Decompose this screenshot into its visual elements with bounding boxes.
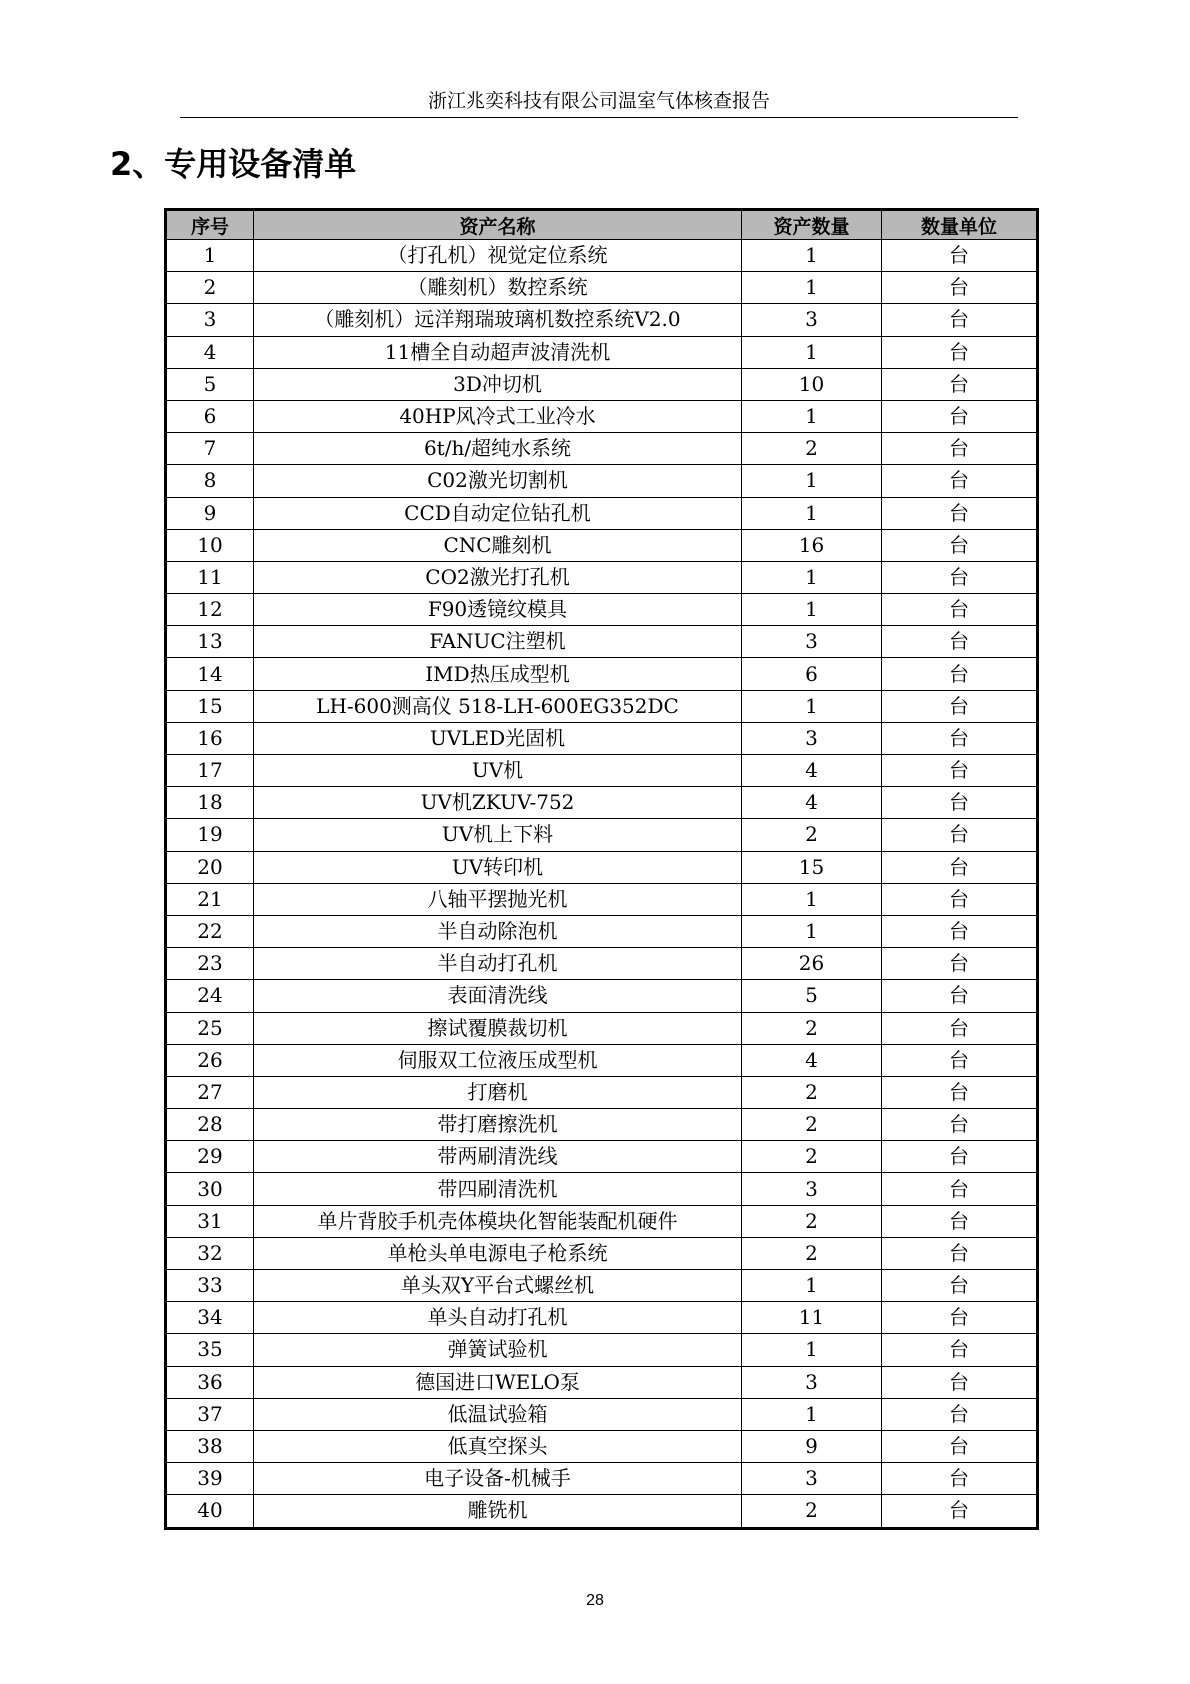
cell-quantity: 3 xyxy=(742,1173,882,1205)
cell-unit: 台 xyxy=(882,626,1038,658)
table-row xyxy=(166,465,1038,497)
table-row xyxy=(166,1495,1038,1528)
cell-unit: 台 xyxy=(882,465,1038,497)
cell-quantity: 1 xyxy=(742,400,882,432)
cell-quantity: 10 xyxy=(742,368,882,400)
cell-unit: 台 xyxy=(882,272,1038,304)
cell-quantity: 1 xyxy=(742,594,882,626)
table-row xyxy=(166,722,1038,754)
cell-index: 6 xyxy=(166,400,254,432)
cell-quantity: 1 xyxy=(742,240,882,272)
cell-index: 37 xyxy=(166,1398,254,1430)
cell-quantity: 2 xyxy=(742,1205,882,1237)
cell-unit: 台 xyxy=(882,1141,1038,1173)
cell-index: 8 xyxy=(166,465,254,497)
table-row xyxy=(166,594,1038,626)
cell-unit: 台 xyxy=(882,851,1038,883)
table-row xyxy=(166,1012,1038,1044)
cell-index: 7 xyxy=(166,433,254,465)
cell-quantity: 2 xyxy=(742,1012,882,1044)
cell-unit: 台 xyxy=(882,1366,1038,1398)
header-divider xyxy=(180,117,1018,118)
cell-unit: 台 xyxy=(882,1430,1038,1462)
cell-quantity: 1 xyxy=(742,336,882,368)
cell-asset-name: IMD热压成型机 xyxy=(254,658,742,690)
cell-asset-name: 低温试验箱 xyxy=(254,1398,742,1430)
cell-quantity: 1 xyxy=(742,1270,882,1302)
cell-index: 32 xyxy=(166,1237,254,1269)
table-row xyxy=(166,1044,1038,1076)
table-row xyxy=(166,1141,1038,1173)
cell-index: 17 xyxy=(166,755,254,787)
cell-unit: 台 xyxy=(882,529,1038,561)
cell-index: 38 xyxy=(166,1430,254,1462)
cell-index: 39 xyxy=(166,1463,254,1495)
column-header-asset-name: 资产名称 xyxy=(254,210,742,240)
table-row xyxy=(166,626,1038,658)
cell-index: 25 xyxy=(166,1012,254,1044)
cell-asset-name: （雕刻机）数控系统 xyxy=(254,272,742,304)
cell-unit: 台 xyxy=(882,1012,1038,1044)
cell-unit: 台 xyxy=(882,240,1038,272)
table-row xyxy=(166,1076,1038,1108)
cell-asset-name: 表面清洗线 xyxy=(254,980,742,1012)
cell-asset-name: 带打磨擦洗机 xyxy=(254,1109,742,1141)
table-row xyxy=(166,561,1038,593)
cell-index: 9 xyxy=(166,497,254,529)
cell-quantity: 1 xyxy=(742,690,882,722)
cell-asset-name: 单片背胶手机壳体模块化智能装配机硬件 xyxy=(254,1205,742,1237)
cell-quantity: 1 xyxy=(742,1398,882,1430)
cell-quantity: 2 xyxy=(742,1076,882,1108)
cell-unit: 台 xyxy=(882,368,1038,400)
cell-asset-name: CNC雕刻机 xyxy=(254,529,742,561)
cell-asset-name: C02激光切割机 xyxy=(254,465,742,497)
cell-index: 31 xyxy=(166,1205,254,1237)
cell-quantity: 3 xyxy=(742,1366,882,1398)
cell-asset-name: CO2激光打孔机 xyxy=(254,561,742,593)
cell-index: 11 xyxy=(166,561,254,593)
column-header-unit: 数量单位 xyxy=(882,210,1038,240)
table-row xyxy=(166,819,1038,851)
cell-unit: 台 xyxy=(882,787,1038,819)
table-row xyxy=(166,240,1038,272)
cell-index: 27 xyxy=(166,1076,254,1108)
cell-asset-name: 11槽全自动超声波清洗机 xyxy=(254,336,742,368)
cell-index: 30 xyxy=(166,1173,254,1205)
cell-asset-name: 6t/h/超纯水系统 xyxy=(254,433,742,465)
cell-asset-name: LH-600测高仪 518-LH-600EG352DC xyxy=(254,690,742,722)
table-row xyxy=(166,1173,1038,1205)
table-row xyxy=(166,497,1038,529)
cell-index: 40 xyxy=(166,1495,254,1528)
cell-quantity: 2 xyxy=(742,1141,882,1173)
cell-index: 3 xyxy=(166,304,254,336)
table-row xyxy=(166,1334,1038,1366)
table-row xyxy=(166,433,1038,465)
cell-index: 29 xyxy=(166,1141,254,1173)
cell-quantity: 1 xyxy=(742,883,882,915)
cell-unit: 台 xyxy=(882,336,1038,368)
table-row xyxy=(166,529,1038,561)
cell-quantity: 1 xyxy=(742,1334,882,1366)
cell-asset-name: CCD自动定位钻孔机 xyxy=(254,497,742,529)
cell-unit: 台 xyxy=(882,1044,1038,1076)
cell-unit: 台 xyxy=(882,1205,1038,1237)
table-row xyxy=(166,980,1038,1012)
cell-asset-name: 德国进口WELO泵 xyxy=(254,1366,742,1398)
cell-index: 13 xyxy=(166,626,254,658)
cell-unit: 台 xyxy=(882,594,1038,626)
cell-index: 5 xyxy=(166,368,254,400)
cell-unit: 台 xyxy=(882,1398,1038,1430)
equipment-table xyxy=(164,208,1039,1530)
cell-unit: 台 xyxy=(882,1495,1038,1528)
cell-quantity: 2 xyxy=(742,819,882,851)
cell-unit: 台 xyxy=(882,1463,1038,1495)
cell-index: 26 xyxy=(166,1044,254,1076)
cell-unit: 台 xyxy=(882,658,1038,690)
cell-unit: 台 xyxy=(882,1173,1038,1205)
cell-asset-name: 伺服双工位液压成型机 xyxy=(254,1044,742,1076)
cell-quantity: 16 xyxy=(742,529,882,561)
cell-asset-name: （雕刻机）远洋翔瑞玻璃机数控系统V2.0 xyxy=(254,304,742,336)
table-row xyxy=(166,1366,1038,1398)
cell-quantity: 4 xyxy=(742,1044,882,1076)
table-header-row xyxy=(166,210,1038,240)
cell-quantity: 3 xyxy=(742,1463,882,1495)
cell-unit: 台 xyxy=(882,690,1038,722)
cell-quantity: 9 xyxy=(742,1430,882,1462)
cell-index: 10 xyxy=(166,529,254,561)
cell-unit: 台 xyxy=(882,722,1038,754)
cell-index: 14 xyxy=(166,658,254,690)
cell-asset-name: 电子设备-机械手 xyxy=(254,1463,742,1495)
cell-index: 15 xyxy=(166,690,254,722)
cell-asset-name: 擦试覆膜裁切机 xyxy=(254,1012,742,1044)
table-row xyxy=(166,851,1038,883)
cell-unit: 台 xyxy=(882,1237,1038,1269)
cell-asset-name: FANUC注塑机 xyxy=(254,626,742,658)
cell-asset-name: 打磨机 xyxy=(254,1076,742,1108)
page-number: 28 xyxy=(586,1592,604,1609)
cell-index: 19 xyxy=(166,819,254,851)
cell-quantity: 4 xyxy=(742,787,882,819)
cell-index: 4 xyxy=(166,336,254,368)
cell-asset-name: UV机 xyxy=(254,755,742,787)
column-header-index: 序号 xyxy=(166,210,254,240)
table-row xyxy=(166,1398,1038,1430)
cell-unit: 台 xyxy=(882,433,1038,465)
cell-unit: 台 xyxy=(882,497,1038,529)
cell-index: 33 xyxy=(166,1270,254,1302)
cell-asset-name: 弹簧试验机 xyxy=(254,1334,742,1366)
cell-asset-name: UV机ZKUV-752 xyxy=(254,787,742,819)
table-row xyxy=(166,948,1038,980)
cell-asset-name: （打孔机）视觉定位系统 xyxy=(254,240,742,272)
table-row xyxy=(166,1302,1038,1334)
page-header: 浙江兆奕科技有限公司温室气体核查报告 xyxy=(427,90,770,112)
table-row xyxy=(166,1270,1038,1302)
cell-asset-name: 带两刷清洗线 xyxy=(254,1141,742,1173)
table-row xyxy=(166,400,1038,432)
cell-asset-name: 半自动除泡机 xyxy=(254,915,742,947)
equipment-table-container xyxy=(164,208,1036,1530)
cell-quantity: 2 xyxy=(742,433,882,465)
cell-unit: 台 xyxy=(882,1076,1038,1108)
cell-asset-name: 雕铣机 xyxy=(254,1495,742,1528)
cell-index: 34 xyxy=(166,1302,254,1334)
cell-quantity: 4 xyxy=(742,755,882,787)
cell-unit: 台 xyxy=(882,980,1038,1012)
section-title: 2、专用设备清单 xyxy=(110,145,357,183)
table-row xyxy=(166,1109,1038,1141)
cell-quantity: 2 xyxy=(742,1109,882,1141)
cell-quantity: 5 xyxy=(742,980,882,1012)
cell-unit: 台 xyxy=(882,1302,1038,1334)
table-row xyxy=(166,755,1038,787)
table-row xyxy=(166,368,1038,400)
cell-quantity: 1 xyxy=(742,497,882,529)
cell-unit: 台 xyxy=(882,883,1038,915)
cell-quantity: 1 xyxy=(742,561,882,593)
table-row xyxy=(166,883,1038,915)
cell-asset-name: 八轴平摆抛光机 xyxy=(254,883,742,915)
cell-asset-name: F90透镜纹模具 xyxy=(254,594,742,626)
table-row xyxy=(166,304,1038,336)
cell-index: 18 xyxy=(166,787,254,819)
cell-asset-name: 低真空探头 xyxy=(254,1430,742,1462)
cell-quantity: 1 xyxy=(742,915,882,947)
cell-index: 22 xyxy=(166,915,254,947)
cell-quantity: 11 xyxy=(742,1302,882,1334)
table-row xyxy=(166,272,1038,304)
table-row xyxy=(166,1205,1038,1237)
cell-unit: 台 xyxy=(882,1334,1038,1366)
cell-quantity: 26 xyxy=(742,948,882,980)
table-row xyxy=(166,1237,1038,1269)
cell-unit: 台 xyxy=(882,755,1038,787)
cell-index: 21 xyxy=(166,883,254,915)
cell-quantity: 2 xyxy=(742,1495,882,1528)
cell-unit: 台 xyxy=(882,400,1038,432)
table-row xyxy=(166,1430,1038,1462)
cell-index: 24 xyxy=(166,980,254,1012)
cell-index: 16 xyxy=(166,722,254,754)
cell-quantity: 1 xyxy=(742,272,882,304)
cell-index: 12 xyxy=(166,594,254,626)
cell-unit: 台 xyxy=(882,561,1038,593)
table-row xyxy=(166,915,1038,947)
cell-index: 1 xyxy=(166,240,254,272)
table-row xyxy=(166,690,1038,722)
cell-quantity: 3 xyxy=(742,304,882,336)
column-header-quantity: 资产数量 xyxy=(742,210,882,240)
cell-unit: 台 xyxy=(882,1109,1038,1141)
cell-asset-name: 半自动打孔机 xyxy=(254,948,742,980)
table-row xyxy=(166,1463,1038,1495)
cell-quantity: 3 xyxy=(742,626,882,658)
cell-index: 28 xyxy=(166,1109,254,1141)
cell-asset-name: UV机上下料 xyxy=(254,819,742,851)
table-body xyxy=(166,240,1038,1529)
cell-index: 36 xyxy=(166,1366,254,1398)
cell-index: 2 xyxy=(166,272,254,304)
cell-quantity: 2 xyxy=(742,1237,882,1269)
table-row xyxy=(166,787,1038,819)
cell-asset-name: UVLED光固机 xyxy=(254,722,742,754)
table-row xyxy=(166,658,1038,690)
cell-index: 20 xyxy=(166,851,254,883)
cell-index: 35 xyxy=(166,1334,254,1366)
cell-index: 23 xyxy=(166,948,254,980)
cell-unit: 台 xyxy=(882,1270,1038,1302)
cell-asset-name: 单头自动打孔机 xyxy=(254,1302,742,1334)
cell-asset-name: 单枪头单电源电子枪系统 xyxy=(254,1237,742,1269)
cell-quantity: 15 xyxy=(742,851,882,883)
cell-unit: 台 xyxy=(882,915,1038,947)
cell-asset-name: 单头双Y平台式螺丝机 xyxy=(254,1270,742,1302)
cell-quantity: 6 xyxy=(742,658,882,690)
cell-asset-name: UV转印机 xyxy=(254,851,742,883)
table-row xyxy=(166,336,1038,368)
cell-asset-name: 40HP风冷式工业冷水 xyxy=(254,400,742,432)
cell-unit: 台 xyxy=(882,304,1038,336)
cell-unit: 台 xyxy=(882,819,1038,851)
cell-asset-name: 3D冲切机 xyxy=(254,368,742,400)
cell-unit: 台 xyxy=(882,948,1038,980)
cell-quantity: 1 xyxy=(742,465,882,497)
cell-quantity: 3 xyxy=(742,722,882,754)
cell-asset-name: 带四刷清洗机 xyxy=(254,1173,742,1205)
